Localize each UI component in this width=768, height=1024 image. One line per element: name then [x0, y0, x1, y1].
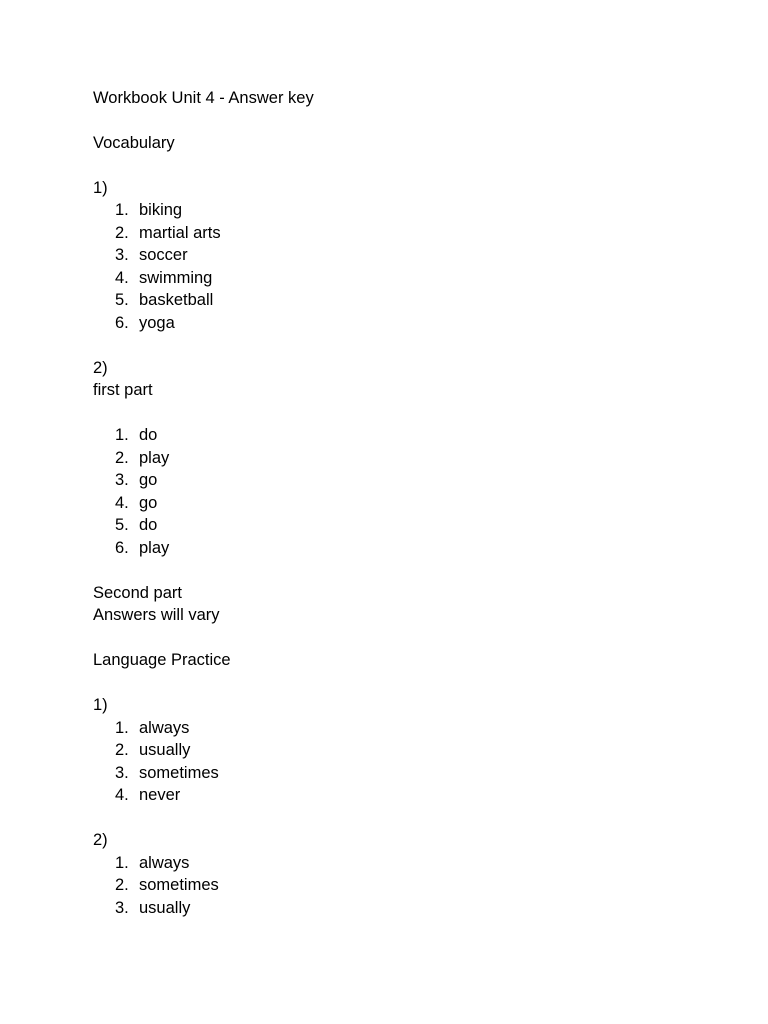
language-practice-heading: Language Practice — [93, 651, 231, 669]
vocabulary-heading: Vocabulary — [93, 134, 175, 152]
second-part-label: Second part — [93, 584, 182, 602]
list-item: 3. soccer — [115, 246, 188, 264]
second-part-text: Answers will vary — [93, 606, 220, 624]
list-item: 3. go — [115, 471, 158, 489]
document-title: Workbook Unit 4 - Answer key — [93, 89, 314, 107]
list-item: 1. always — [115, 719, 190, 737]
list-item: 5. basketball — [115, 291, 214, 309]
list-item: 2. play — [115, 449, 170, 467]
list-item: 5. do — [115, 516, 158, 534]
vocab-exercise-2-label: 2) — [93, 359, 108, 377]
list-item: 1. do — [115, 426, 158, 444]
list-item: 1. always — [115, 854, 190, 872]
list-item: 2. usually — [115, 741, 191, 759]
list-item: 4. never — [115, 786, 181, 804]
list-item: 6. yoga — [115, 314, 175, 332]
list-item: 2. martial arts — [115, 224, 221, 242]
list-item: 4. swimming — [115, 269, 213, 287]
list-item: 1. biking — [115, 201, 183, 219]
list-item: 3. sometimes — [115, 764, 219, 782]
lp-exercise-1-label: 1) — [93, 696, 108, 714]
list-item: 4. go — [115, 494, 158, 512]
list-item: 3. usually — [115, 899, 191, 917]
list-item: 2. sometimes — [115, 876, 219, 894]
first-part-label: first part — [93, 381, 153, 399]
vocab-exercise-1-label: 1) — [93, 179, 108, 197]
list-item: 6. play — [115, 539, 170, 557]
lp-exercise-2-label: 2) — [93, 831, 108, 849]
